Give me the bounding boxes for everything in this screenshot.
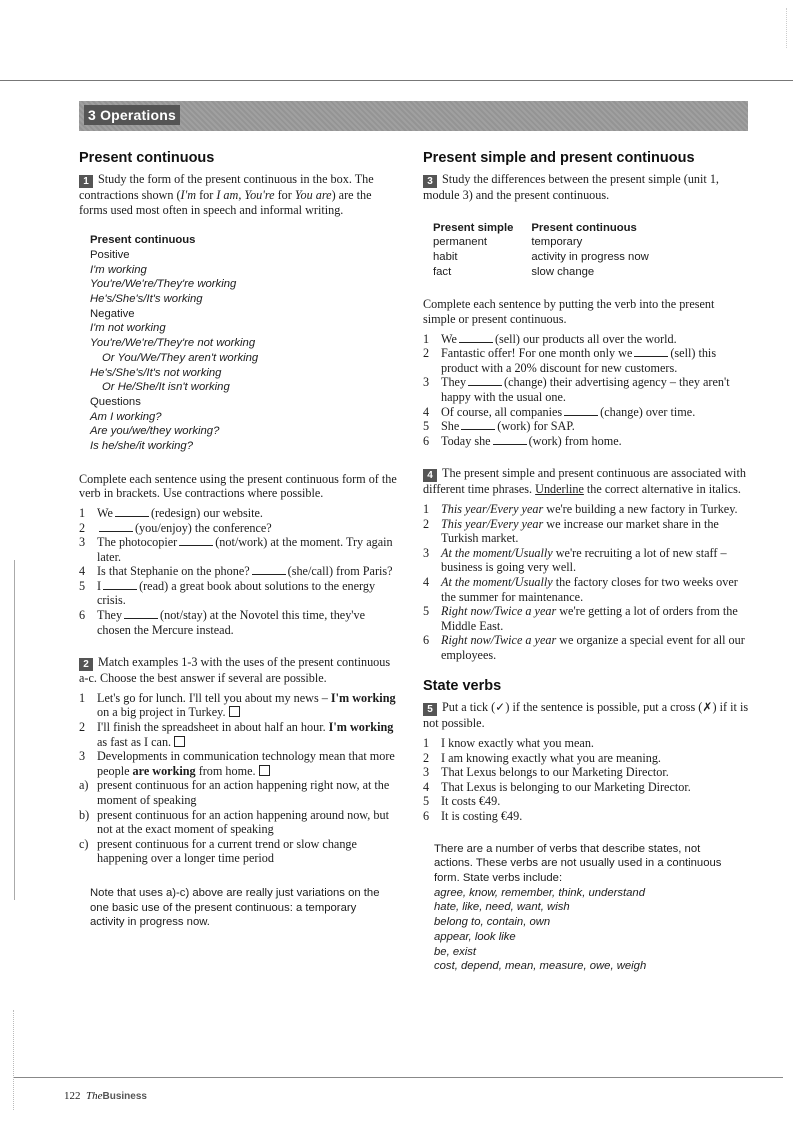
table-header: Present continuous xyxy=(531,221,637,234)
list-item: 3 The photocopier (not/work) at the moment. Try again later. xyxy=(79,535,393,564)
table-row: permanent temporary xyxy=(433,236,583,249)
exercise-2-intro: 2 Match examples 1-3 with the uses of the present continuous a-c. Choose the best answer if several are possible. xyxy=(79,655,391,686)
time-phrase-choice[interactable]: This year/Every year xyxy=(441,516,544,531)
left-column xyxy=(79,150,401,930)
exercise-4-number: 4 xyxy=(423,469,437,482)
note-box: Note that uses a)-c) above are really just variations on the one basic use of the present continuous: a temporary activity in progress now. xyxy=(90,886,380,929)
list-item: 4 Is that Stephanie on the phone? (she/call) from Paris? xyxy=(79,564,393,579)
exercise-4-intro: 4 The present simple and present continuous are associated with different time phrases. Underline the correct alternative in italics. xyxy=(423,466,746,497)
answer-blank[interactable] xyxy=(493,435,527,445)
answer-blank[interactable] xyxy=(634,347,668,357)
list-item: 1 We (sell) our products all over the world. xyxy=(423,331,677,346)
exercise-2-number: 2 xyxy=(79,658,93,671)
section-label: 3 Operations xyxy=(84,105,180,125)
list-item: 3 That Lexus belongs to our Marketing Director. xyxy=(423,765,669,780)
answer-blank[interactable] xyxy=(461,420,495,430)
comparison-table xyxy=(433,221,667,280)
exercise-3-intro: 3 Study the differences between the present simple (unit 1, module 3) and the present continuous. xyxy=(423,172,719,202)
list-item: 2 (you/enjoy) the conference? xyxy=(79,520,272,535)
page-footer xyxy=(64,1090,147,1102)
answer-blank[interactable] xyxy=(564,406,598,416)
box-heading: Present continuous xyxy=(90,234,196,247)
box-line: I'm working xyxy=(90,263,147,276)
right-column xyxy=(423,150,749,974)
exercise-1-list xyxy=(79,506,401,637)
list-item: 3 Developments in communication technology mean that more people are working from home. xyxy=(79,749,395,778)
list-item: 4 At the moment/Usually the factory closes for two weeks over the summer for maintenance. xyxy=(423,574,738,604)
table-row: fact slow change xyxy=(433,265,595,278)
exercise-5-number: 5 xyxy=(423,703,437,716)
bottom-rule xyxy=(14,1077,783,1078)
list-item: b) present continuous for an action happening around now, but not at the exact moment of speaking xyxy=(79,807,389,837)
exercise-1-complete-intro: Complete each sentence using the present continuous form of the verb in brackets. Use contractions where possible. xyxy=(79,471,397,501)
box-line: agree, know, remember, think, understand xyxy=(434,886,645,899)
book-title-business: Business xyxy=(102,1091,147,1102)
list-item: 6 Today she (work) from home. xyxy=(423,433,622,448)
top-rule xyxy=(0,80,793,81)
list-item: 2 This year/Every year we increase our market share in the Turkish market. xyxy=(423,516,719,546)
list-item: 2 Fantastic offer! For one month only we (sell) this product with a 20% discount for new customers. xyxy=(423,346,717,375)
answer-blank[interactable] xyxy=(459,333,493,343)
list-item: 2 I'll finish the spreadsheet in about half an hour. I'm working as fast as I can. xyxy=(79,720,394,749)
table-header: Present simple xyxy=(433,221,514,234)
box-line: He's/She's/It's not working xyxy=(90,366,222,379)
state-verbs-box xyxy=(434,842,734,974)
list-item: 3 At the moment/Usually we're recruiting a lot of new staff – business is going very well. xyxy=(423,545,727,575)
section-header-band xyxy=(79,101,748,131)
box-line: hate, like, need, want, wish xyxy=(434,901,570,914)
list-item: 5 Right now/Twice a year we're getting a lot of orders from the Middle East. xyxy=(423,604,738,633)
time-phrase-choice[interactable]: This year/Every year xyxy=(441,501,544,516)
box-line: He's/She's/It's working xyxy=(90,293,203,305)
uses-list xyxy=(79,778,401,866)
list-item: 6 They (not/stay) at the Novotel this time, they've chosen the Mercure instead. xyxy=(79,608,365,637)
box-questions-label: Questions xyxy=(90,395,141,408)
list-item: 5 She (work) for SAP. xyxy=(423,419,575,434)
exercise-5-intro: 5 Put a tick (✓) if the sentence is possible, put a cross (✗) if it is not possible. xyxy=(423,700,749,731)
answer-blank[interactable] xyxy=(115,507,149,517)
page-number: 122 xyxy=(64,1090,81,1102)
table-header-row xyxy=(433,221,667,236)
book-title-the: The xyxy=(86,1090,103,1102)
exercise-3-list xyxy=(423,332,749,449)
scan-edge-line-lower xyxy=(13,1010,14,1110)
list-item: 1 This year/Every year we're building a new factory in Turkey. xyxy=(423,501,738,516)
answer-blank[interactable] xyxy=(179,536,213,546)
list-item: 3 They (change) their advertising agency – they aren't happy with the usual one. xyxy=(423,375,730,404)
box-line: I'm not working xyxy=(90,322,166,335)
box-line: Or He/She/It isn't working xyxy=(102,381,230,394)
answer-checkbox[interactable] xyxy=(229,706,240,717)
answer-checkbox[interactable] xyxy=(174,736,185,747)
list-item: 6 It is costing €49. xyxy=(423,809,523,824)
list-item: 2 I am knowing exactly what you are meaning. xyxy=(423,750,661,765)
time-phrase-choice[interactable]: Right now/Twice a year xyxy=(441,604,557,619)
answer-blank[interactable] xyxy=(468,376,502,386)
answer-blank[interactable] xyxy=(103,580,137,590)
exercise-3-number: 3 xyxy=(423,175,437,188)
answer-blank[interactable] xyxy=(124,609,158,619)
exercise-3-complete-intro: Complete each sentence by putting the verb into the present simple or present continuous. xyxy=(423,297,715,326)
time-phrase-choice[interactable]: At the moment/Usually xyxy=(441,574,553,589)
present-continuous-title: Present continuous xyxy=(79,150,215,166)
present-simple-continuous-title: Present simple and present continuous xyxy=(423,150,695,166)
list-item: a) present continuous for an action happening right now, at the moment of speaking xyxy=(79,778,390,808)
list-item: c) present continuous for a current trend or slow change happening over a longer time period xyxy=(79,836,357,866)
box-positive-label: Positive xyxy=(90,248,130,261)
box-line: Is he/she/it working? xyxy=(90,440,193,453)
scan-edge-mark xyxy=(774,8,787,48)
box-line: appear, look like xyxy=(434,930,516,943)
list-item: 1 We (redesign) our website. xyxy=(79,505,263,520)
box-line: You're/We're/They're working xyxy=(90,278,237,291)
list-item: 4 Of course, all companies (change) over time. xyxy=(423,404,696,419)
box-line: Am I working? xyxy=(90,410,162,423)
list-item: 1 I know exactly what you mean. xyxy=(423,736,594,751)
exercise-1-number: 1 xyxy=(79,175,93,188)
state-box-intro: There are a number of verbs that describe states, not actions. These verbs are not usually used in a continuous form. State verbs include: xyxy=(434,842,722,885)
box-line: Or You/We/They aren't working xyxy=(102,351,259,364)
answer-blank[interactable] xyxy=(99,522,133,532)
time-phrase-choice[interactable]: Right now/Twice a year xyxy=(441,633,557,648)
list-item: 1 Let's go for lunch. I'll tell you about my news – I'm working on a big project in Turkey. xyxy=(79,690,396,720)
answer-checkbox[interactable] xyxy=(259,765,270,776)
list-item: 5 I (read) a great book about solutions to the energy crisis. xyxy=(79,578,376,608)
box-line: be, exist xyxy=(434,945,477,958)
box-line: belong to, contain, own xyxy=(434,916,551,929)
exercise-2-list xyxy=(79,691,401,779)
table-row: habit activity in progress now xyxy=(433,251,649,263)
answer-blank[interactable] xyxy=(252,565,286,575)
list-item: 6 Right now/Twice a year we organize a special event for all our employees. xyxy=(423,633,745,662)
list-item: 4 That Lexus is belonging to our Marketing Director. xyxy=(423,779,691,794)
time-phrase-choice[interactable]: At the moment/Usually xyxy=(441,545,553,560)
box-line: You're/We're/They're not working xyxy=(90,337,256,350)
exercise-4-list xyxy=(423,502,749,663)
box-negative-label: Negative xyxy=(90,307,135,320)
scan-edge-line xyxy=(14,560,15,900)
box-line: cost, depend, mean, measure, owe, weigh xyxy=(434,960,647,973)
exercise-1-intro: 1 Study the form of the present continuous in the box. The contractions shown (I'm for I am, You're for You are) are the forms used most often in speech and informal writing. xyxy=(79,172,374,217)
present-continuous-form-box xyxy=(90,233,401,454)
exercise-5-list xyxy=(423,736,749,824)
box-line: Are you/we/they working? xyxy=(90,425,220,438)
list-item: 5 It costs €49. xyxy=(423,794,501,809)
state-verbs-title: State verbs xyxy=(423,678,502,695)
